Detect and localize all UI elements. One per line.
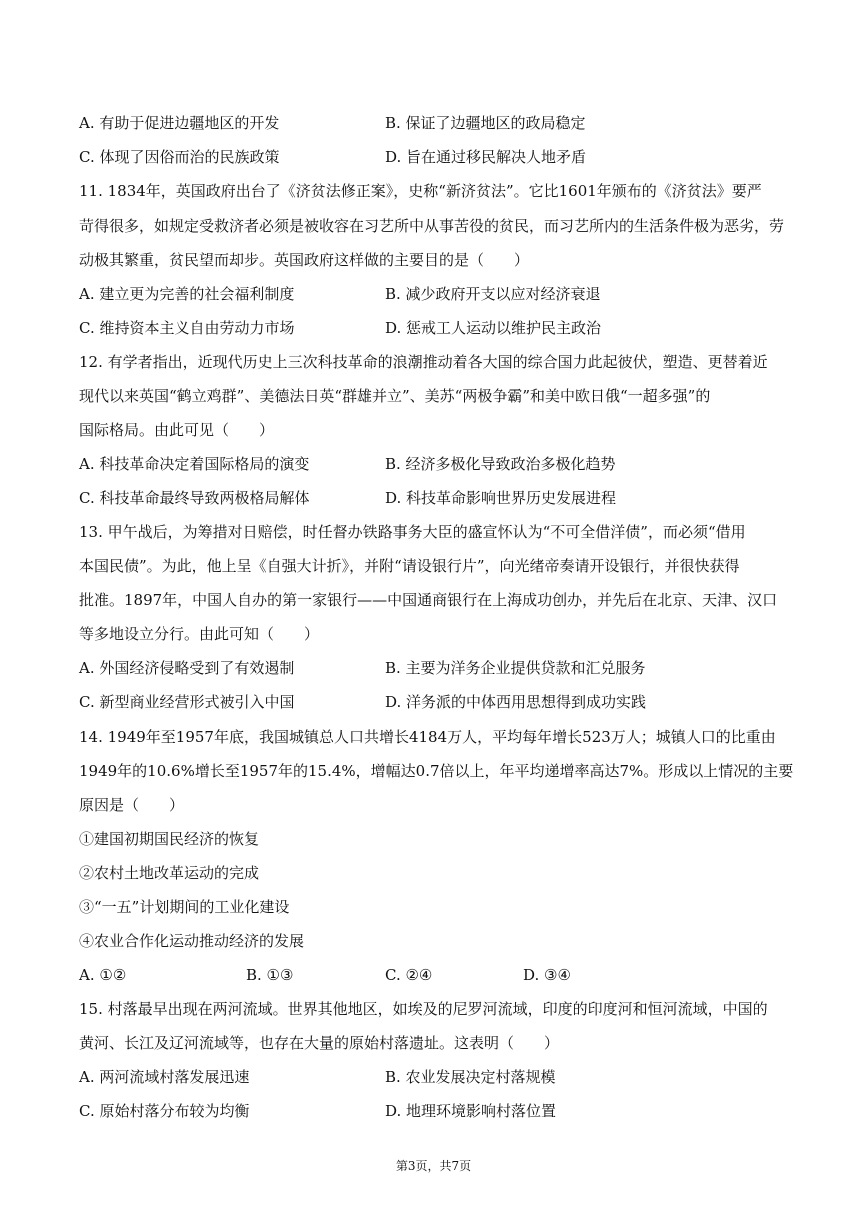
q13-stem-line-1: 13. 甲午战后，为筹措对日赔偿，时任督办铁路事务大臣的盛宣怀认为“不可全借洋债”，而必须“借用 xyxy=(79,523,746,541)
q14-stem-line-3: 原因是（ ） xyxy=(79,796,185,814)
q13-option-b: B. 主要为洋务企业提供贷款和汇兑服务 xyxy=(385,659,646,677)
q14-option-a: A. ①② xyxy=(79,966,127,984)
q11-stem-line-1: 11. 1834年，英国政府出台了《济贫法修正案》，史称“新济贫法”。它比1601年颁布的《济贫法》要严 xyxy=(79,182,762,200)
q15-stem-line-1: 15. 村落最早出现在两河流域。世界其他地区，如埃及的尼罗河流域，印度的印度河和恒河流域，中国的 xyxy=(79,1000,768,1018)
q11-option-d: D. 惩戒工人运动以维护民主政治 xyxy=(385,319,602,337)
q14-option-c: C. ②④ xyxy=(385,966,433,984)
q14-stem-line-2: 1949年的10.6%增长至1957年的15.4%，增幅达0.7倍以上，年平均递增率高达7%。形成以上情况的主要 xyxy=(79,762,794,780)
q14-item-2: ②农村土地改革运动的完成 xyxy=(79,864,260,882)
q15-option-d: D. 地理环境影响村落位置 xyxy=(385,1102,557,1120)
q13-option-a: A. 外国经济侵略受到了有效遏制 xyxy=(79,659,295,677)
q12-stem-line-1: 12. 有学者指出，近现代历史上三次科技革命的浪潮推动着各大国的综合国力此起彼伏，塑造、更替着近 xyxy=(79,353,768,371)
q13-stem-line-3: 批准。1897年，中国人自办的第一家银行——中国通商银行在上海成功创办，并先后在北京、天津、汉口 xyxy=(79,591,778,609)
q14-item-3: ③“一五”计划期间的工业化建设 xyxy=(79,898,290,916)
q14-option-d: D. ③④ xyxy=(523,966,571,984)
q12-option-a: A. 科技革命决定着国际格局的演变 xyxy=(79,455,310,473)
q15-stem-line-2: 黄河、长江及辽河流域等，也存在大量的原始村落遗址。这表明（ ） xyxy=(79,1034,560,1052)
page-number-footer: 第3页，共7页 xyxy=(395,1159,472,1173)
q14-item-4: ④农业合作化运动推动经济的发展 xyxy=(79,932,305,950)
q10-option-b: B. 保证了边疆地区的政局稳定 xyxy=(385,114,586,132)
q12-option-c: C. 科技革命最终导致两极格局解体 xyxy=(79,489,310,507)
q11-stem-line-2: 苛得很多，如规定受救济者必须是被收容在习艺所中从事苦役的贫民，而习艺所内的生活条件极为恶劣，劳 xyxy=(79,217,785,235)
q15-option-c: C. 原始村落分布较为均衡 xyxy=(79,1102,250,1120)
q15-option-b: B. 农业发展决定村落规模 xyxy=(385,1068,556,1086)
q10-option-d: D. 旨在通过移民解决人地矛盾 xyxy=(385,148,587,166)
q13-stem-line-4: 等多地设立分行。由此可知（ ） xyxy=(79,625,320,643)
q14-stem-line-1: 14. 1949年至1957年底，我国城镇总人口共增长4184万人，平均每年增长523万人；城镇人口的比重由 xyxy=(79,728,776,746)
q13-option-c: C. 新型商业经营形式被引入中国 xyxy=(79,693,295,711)
q11-stem-line-3: 动极其繁重，贫民望而却步。英国政府这样做的主要目的是（ ） xyxy=(79,251,530,269)
q14-option-b: B. ①③ xyxy=(246,966,294,984)
q12-stem-line-2: 现代以来英国“鹤立鸡群”、美德法日英“群雄并立”、美苏“两极争霸”和美中欧日俄“一超多强”的 xyxy=(79,387,711,405)
q12-stem-line-3: 国际格局。由此可见（ ） xyxy=(79,421,275,439)
q10-option-a: A. 有助于促进边疆地区的开发 xyxy=(79,114,280,132)
q13-stem-line-2: 本国民债”。为此，他上呈《自强大计折》，并附“请设银行片”，向光绪帝奏请开设银行，并很快获得 xyxy=(79,557,740,575)
q11-option-a: A. 建立更为完善的社会福利制度 xyxy=(79,285,295,303)
q12-option-d: D. 科技革命影响世界历史发展进程 xyxy=(385,489,617,507)
q13-option-d: D. 洋务派的中体西用思想得到成功实践 xyxy=(385,693,647,711)
q14-item-1: ①建国初期国民经济的恢复 xyxy=(79,830,260,848)
q15-option-a: A. 两河流域村落发展迅速 xyxy=(79,1068,250,1086)
q10-option-c: C. 体现了因俗而治的民族政策 xyxy=(79,148,280,166)
q11-option-b: B. 减少政府开支以应对经济衰退 xyxy=(385,285,601,303)
q12-option-b: B. 经济多极化导致政治多极化趋势 xyxy=(385,455,616,473)
q11-option-c: C. 维持资本主义自由劳动力市场 xyxy=(79,319,295,337)
